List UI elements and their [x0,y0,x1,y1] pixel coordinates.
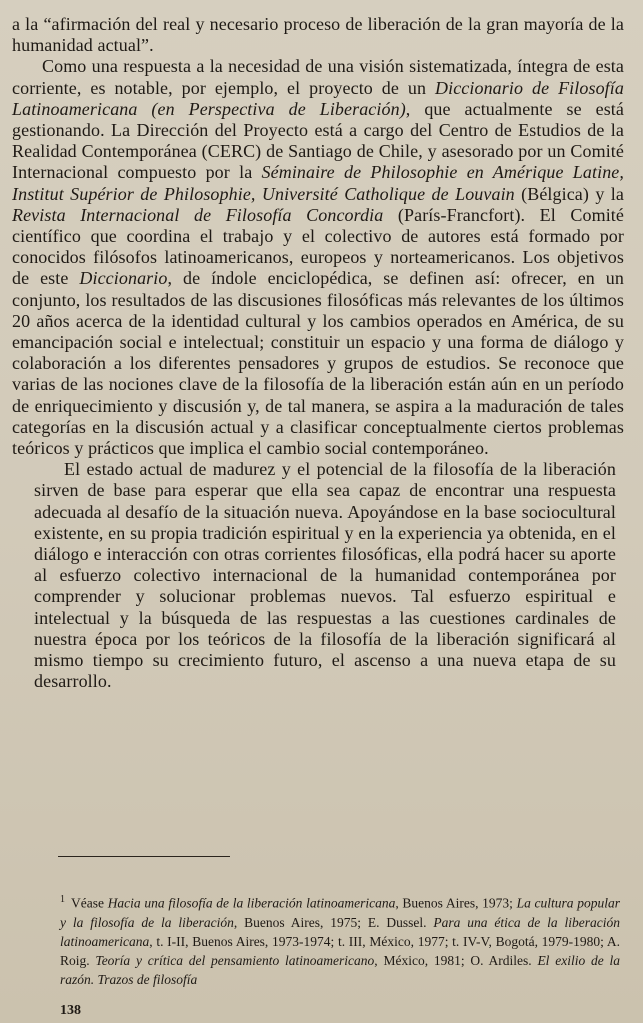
footnote [60,890,620,989]
institution-names: Séminaire de Philosophie en Amérique Latine, Institut Supérior de Philosophie, Université Catholique de Louvain [12,162,624,204]
paragraph-continuation: a la “afirmación del real y necesario proceso de liberación de la gran mayoría de la humanidad actual”. [12,14,624,56]
footnote-marker: 1 [60,894,65,905]
footnote-text: $^1$ Véase Hacia una filosofía de la liberación latinoamericana, Buenos Aires, 1973; La cultura popular y la filosofía de la liberación, Buenos Aires, 1975; E. Dussel. Para una ética de la liberación latinoamericana, t. I-II, Buenos Aires, 1973-1974; t. III, México, 1977; t. IV-V, Bogotá, 1979-1980; A. Roig. Teoría y crítica del pensamiento latinoamericano, México, 1981; O. Ardiles. El exilio de la razón. Trazos de filosofía [60,894,621,987]
body-text [12,14,624,693]
paragraph-estado-actual: El estado actual de madurez y el potencial de la filosofía de la liberación sirven de base para esperar que ella sea capaz de encontrar una respuesta adecuada al desafío de la situación nueva. Apoyándose en la base sociocultural existente, en su propia tradición espiritual y en la experiencia ya obtenida, en el diálogo e interacción con otras corrientes filosóficas, ella podrá hacer su aporte al esfuerzo colectivo internacional de la humanidad contemporánea por comprender y solucionar problemas nuevos. Tal esfuerzo espiritual e intelectual y la búsqueda de las respuestas a las cuestiones cardinales de nuestra época por los teóricos de la filosofía de la liberación significará al mismo tiempo su crecimiento futuro, el ascenso a una nueva etapa de su desarrollo. [34,459,616,692]
journal-name: Revista Internacional de Filosofía Concordia [12,204,384,225]
page-number: 138 [60,1003,81,1018]
title-diccionario: Diccionario de Filosofía Latinoamericana (en Perspectiva de Liberación) [12,77,624,119]
footnote-separator [58,856,230,857]
diccionario-word: Diccionario [79,268,168,289]
paragraph-diccionario: Como una respuesta a la necesidad de una visión sistematizada, íntegra de esta corriente, es notable, por ejemplo, el proyecto de un Diccionario de Filosofía Latinoamericana (en Perspectiva de Liberación), que actualmente se está gestionando. La Dirección del Proyecto está a cargo del Centro de Estudios de la Realidad Contemporánea (CERC) de Santiago de Chile, y asesorado por un Comité Internacional compuesto por la Séminaire de Philosophie en Amérique Latine, Institut Supérior de Philosophie, Université Catholique de Louvain (Bélgica) y la Revista Internacional de Filosofía Concordia (París-Francfort). El Comité científico que coordina el trabajo y el colectivo de autores está formado por conocidos filósofos latinoamericanos, europeos y norteamericanos. Los objetivos de este Diccionario, de índole enciclopédica, se definen así: ofrecer, en un conjunto, los resultados de las discusiones filosóficas más relevantes de los últimos 20 años acerca de la identidad cultural y los cambios operados en América, de su emancipación social e intelectual; constituir un espacio y una forma de diálogo y colaboración a los diferentes pensadores y grupos de estudios. Se reconoce que varias de las nociones clave de la filosofía de la liberación están aún en un período de enriquecimiento y discusión y, de tal manera, se aspira a la maduración de tales categorías en la discusión actual y a clasificar conceptualmente ciertos problemas teóricos y prácticos que implica el cambio social contemporáneo. [12,56,624,459]
